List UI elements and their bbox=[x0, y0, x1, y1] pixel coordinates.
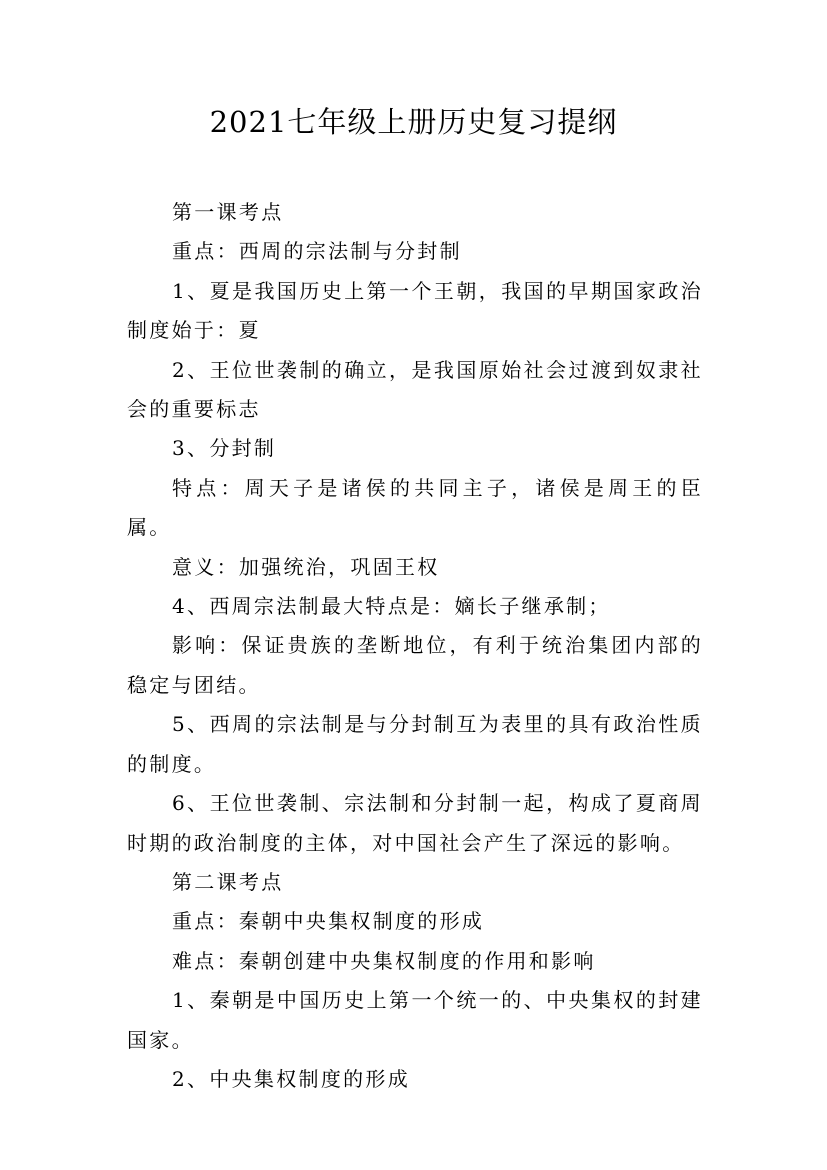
paragraph: 影响：保证贵族的垄断地位，有利于统治集团内部的稳定与团结。 bbox=[127, 633, 703, 697]
paragraph: 3、分封制 bbox=[172, 436, 277, 461]
paragraph: 5、西周的宗法制是与分封制互为表里的具有政治性质的制度。 bbox=[127, 712, 703, 776]
document-body bbox=[127, 193, 703, 1099]
paragraph: 特点：周天子是诸侯的共同主子，诸侯是周王的臣属。 bbox=[127, 475, 703, 540]
paragraph: 4、西周宗法制最大特点是：嫡长子继承制； bbox=[172, 594, 611, 619]
paragraph: 6、王位世袭制、宗法制和分封制一起，构成了夏商周时期的政治制度的主体，对中国社会产生了深远的影响。 bbox=[127, 791, 703, 855]
key-point: 重点：秦朝中央集权制度的形成 bbox=[172, 909, 485, 934]
section-heading-lesson-1: 第一课考点 bbox=[172, 200, 284, 224]
paragraph: 2、王位世袭制的确立，是我国原始社会过渡到奴隶社会的重要标志 bbox=[127, 357, 703, 422]
difficult-point: 难点：秦朝创建中央集权制度的作用和影响 bbox=[172, 948, 596, 973]
document-title: 2021七年级上册历史复习提纲 bbox=[209, 105, 618, 139]
paragraph: 1、秦朝是中国历史上第一个统一的、中央集权的封建国家。 bbox=[127, 988, 703, 1052]
paragraph: 意义：加强统治，巩固王权 bbox=[172, 554, 440, 579]
paragraph: 2、中央集权制度的形成 bbox=[172, 1066, 411, 1091]
key-point: 重点：西周的宗法制与分封制 bbox=[172, 239, 462, 264]
paragraph: 1、夏是我国历史上第一个王朝，我国的早期国家政治制度始于：夏 bbox=[127, 278, 703, 343]
section-heading-lesson-2: 第二课考点 bbox=[172, 869, 284, 894]
